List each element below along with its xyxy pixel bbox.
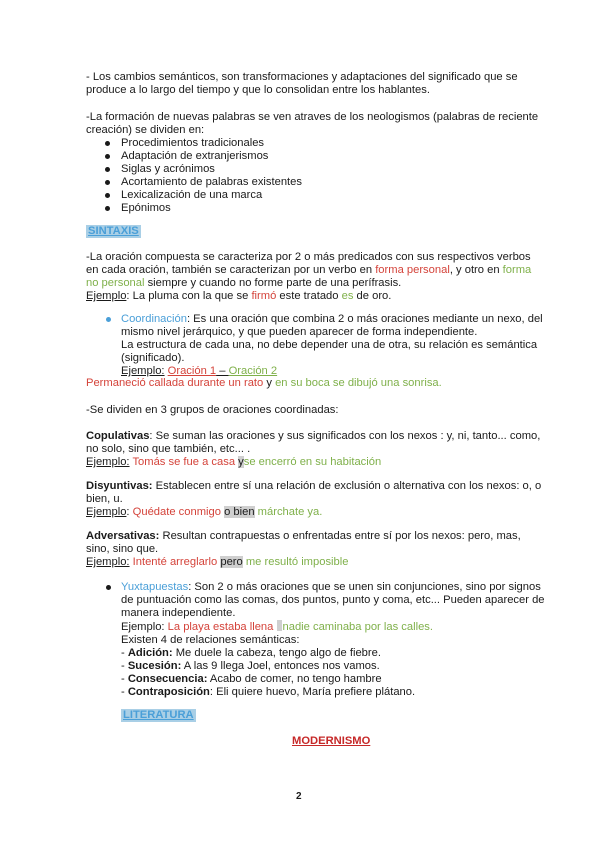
coordinacion-definition: [121, 313, 546, 339]
copulativas-label: Copulativas: [86, 430, 150, 442]
literatura-heading: [121, 709, 196, 722]
sintaxis-heading-label: SINTAXIS: [88, 225, 139, 237]
forma-personal-text: forma personal: [375, 264, 450, 276]
example-label: Ejemplo: [86, 290, 127, 302]
text-span: -La oración compuesta se caracteriza por 2 o más predicados con sus respectivos verbos en cada oración, también se caracterizan por un verbo en: [86, 251, 531, 276]
yuxtapuestas-block: [121, 581, 546, 699]
sintaxis-heading: [86, 225, 141, 238]
relation-text: A las 9 llega Joel, entonces nos vamos.: [181, 660, 380, 672]
relation-label: Adición:: [127, 647, 173, 659]
oracion-2-label: Oración 2: [228, 365, 278, 377]
relation-item: - Adición: Me duele la cabeza, tengo algo de fiebre.: [121, 647, 381, 659]
coordinacion-structure: La estructura de cada una, no debe depender una de otra, su relación es semántica (significado).: [121, 339, 538, 364]
nexo: y: [263, 377, 276, 389]
text-span: de oro.: [353, 290, 392, 302]
modernismo-title: MODERNISMO: [292, 735, 371, 747]
text-span: Establecen entre sí una relación de exclusión o alternativa con los nexos: o, o bien, u.: [86, 480, 542, 505]
nexo-highlight: o bien: [224, 506, 255, 518]
example-label: Ejemplo:: [121, 621, 168, 633]
compound-sentence-paragraph: [86, 251, 546, 290]
list-item: Adaptación de extranjerismos: [86, 150, 546, 163]
red-verb: firmó: [251, 290, 277, 302]
disyuntivas-block: [86, 480, 546, 519]
relation-label: Contraposición: [127, 686, 210, 698]
green-clause: márchate ya.: [257, 506, 323, 518]
coordinacion-label: Coordinación: [121, 313, 187, 325]
relation-label: Sucesión:: [127, 660, 182, 672]
yuxtapuestas-label: Yuxtapuestas: [121, 581, 189, 593]
list-item: Siglas y acrónimos: [86, 163, 546, 176]
sintaxis-example: [86, 290, 546, 303]
relation-text: Me duele la cabeza, tengo algo de fiebre.: [172, 647, 381, 659]
relation-label: Consecuencia:: [127, 673, 208, 685]
list-item: Lexicalización de una marca: [86, 189, 546, 202]
yuxtapuestas-example: [121, 620, 546, 634]
example-label: Ejemplo:: [121, 365, 165, 377]
text-span: siempre y cuando no forme parte de una perífrasis.: [144, 277, 402, 289]
literatura-heading-label: LITERATURA: [123, 709, 194, 721]
adversativas-label: Adversativas:: [86, 530, 160, 542]
separator: –: [216, 365, 229, 377]
relation-text: Acabo de comer, no tengo hambre: [207, 673, 382, 685]
nexo-highlight: pero: [220, 556, 243, 568]
relation-item: - Sucesión: A las 9 llega Joel, entonces nos vamos.: [121, 660, 380, 672]
copulativas-block: [86, 430, 546, 469]
text-span: este tratado: [276, 290, 342, 302]
text-span: Resultan contrapuestas o enfrentadas entre sí por los nexos: pero, mas, sino, sino que.: [86, 530, 521, 555]
green-clause: en su boca se dibujó una sonrisa.: [275, 377, 442, 389]
yuxtapuestas-definition: [121, 581, 546, 620]
disyuntivas-label: Disyuntivas:: [86, 480, 153, 492]
text-span: :: [126, 506, 133, 518]
adversativas-definition: [86, 530, 546, 556]
neologisms-list: [86, 137, 546, 215]
example-label: Ejemplo:: [86, 456, 130, 468]
coordinacion-example-sentence: [86, 377, 546, 390]
coordinacion-block: [121, 313, 546, 378]
red-clause: Intenté arreglarlo: [132, 556, 218, 568]
green-clause: me resultó imposible: [245, 556, 349, 568]
relaciones-intro: Existen 4 de relaciones semánticas:: [121, 634, 300, 646]
green-clause: nadie caminaba por las calles.: [282, 621, 433, 633]
coordinacion-bullet-icon: [106, 317, 111, 322]
disyuntivas-example: [86, 506, 546, 519]
red-clause: La playa estaba llena: [167, 621, 274, 633]
example-label: Ejemplo:: [86, 556, 130, 568]
list-item: Procedimientos tradicionales: [86, 137, 546, 150]
semantic-changes-paragraph: - Los cambios semánticos, son transformaciones y adaptaciones del significado que se produce a lo largo del tiempo y que lo consolidan entre los hablantes.: [86, 71, 518, 96]
copulativas-example: [86, 456, 546, 469]
example-label: Ejemplo: [86, 506, 127, 518]
green-verb: es: [341, 290, 354, 302]
neologisms-paragraph: -La formación de nuevas palabras se ven atraves de los neologismos (palabras de reciente creación) se dividen en:: [86, 111, 539, 136]
relation-item: - Consecuencia: Acabo de comer, no tengo hambre: [121, 673, 382, 685]
page-number: 2: [296, 791, 302, 802]
red-clause: Permaneció callada durante un rato: [86, 377, 264, 389]
grupos-intro: -Se dividen en 3 grupos de oraciones coordinadas:: [86, 404, 339, 416]
text-span: : Se suman las oraciones y sus significados con los nexos : y, ni, tanto... como, no solo, sino que también, etc... .: [86, 430, 541, 455]
disyuntivas-definition: [86, 480, 546, 506]
copulativas-definition: [86, 430, 546, 456]
text-span: , y otro en: [449, 264, 503, 276]
red-clause: Quédate conmigo: [132, 506, 221, 518]
adversativas-block: [86, 530, 546, 569]
text-span: : La pluma con la que se: [126, 290, 252, 302]
oracion-1-label: Oración 1: [167, 365, 217, 377]
relation-text: : Eli quiere huevo, María prefiere plátano.: [209, 686, 416, 698]
relation-item: - Contraposición: Eli quiere huevo, María prefiere plátano.: [121, 686, 416, 698]
green-clause: se encerró en su habitación: [243, 456, 382, 468]
list-item: Acortamiento de palabras existentes: [86, 176, 546, 189]
red-clause: Tomás se fue a casa: [132, 456, 236, 468]
yuxtapuestas-bullet-icon: [106, 585, 111, 590]
comma-highlight: [277, 620, 282, 631]
text-span: : Son 2 o más oraciones que se unen sin conjunciones, sino por signos de puntuación como las comas, dos puntos, punto y coma, etc... Pueden aparecer de manera independiente.: [121, 581, 545, 619]
nexo-highlight: y: [238, 456, 244, 468]
text-span: : Es una oración que combina 2 o más oraciones mediante un nexo, del mismo nivel jerárquico, y que pueden aparecer de forma independiente.: [121, 313, 543, 338]
list-item: Epónimos: [86, 202, 546, 215]
adversativas-example: [86, 556, 546, 569]
forma-no-personal-text: forma no personal: [86, 264, 532, 289]
